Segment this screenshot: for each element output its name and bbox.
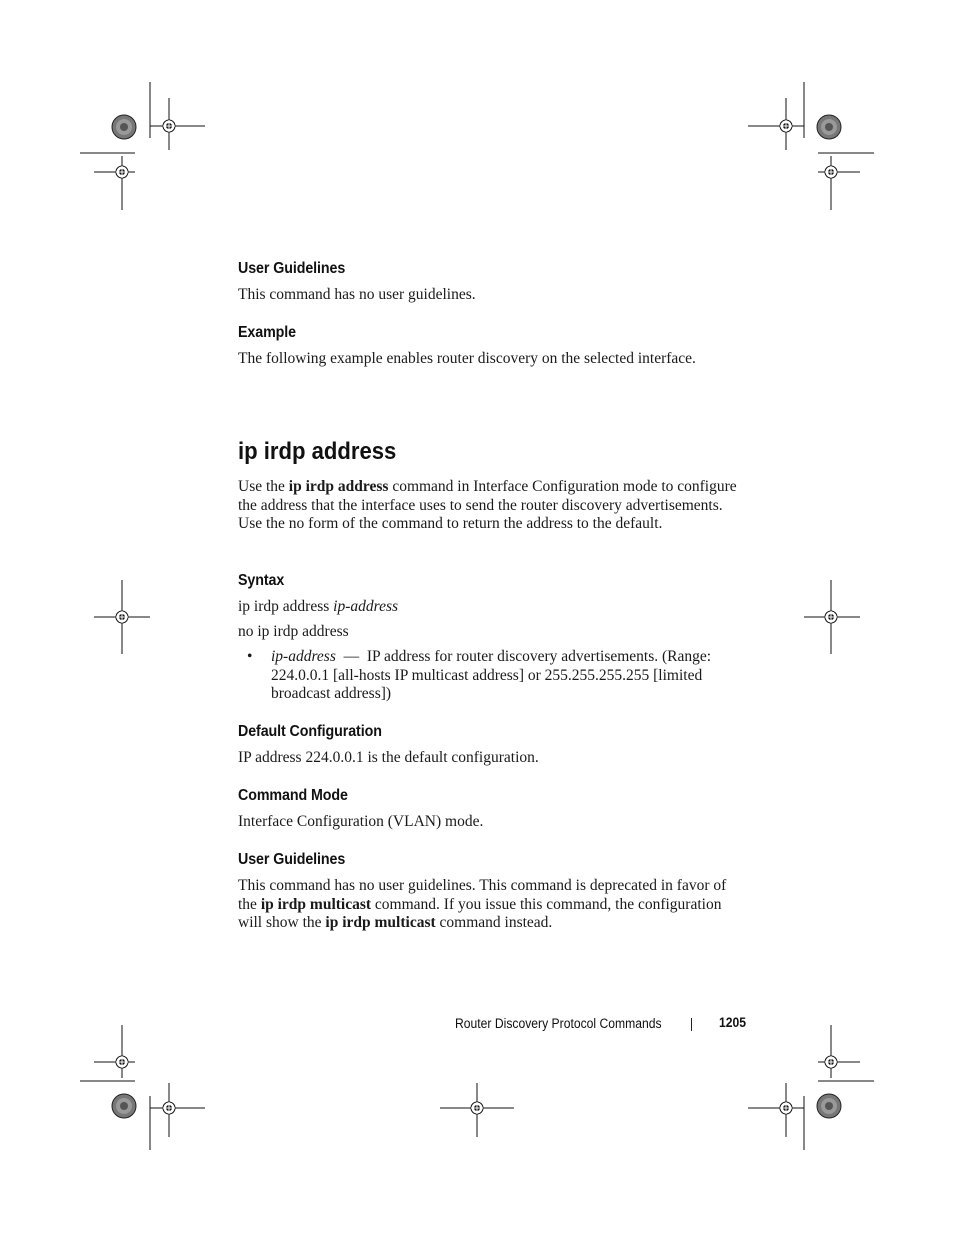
syntax-line-1 (238, 598, 738, 617)
crop-mark-bottom-center (440, 1083, 514, 1137)
guidelines-text-part-3: command instead. (435, 914, 553, 932)
parameter-text: IP address for router discovery advertisements. (Range: 224.0.0.1 [all-hosts IP multicast address] or 255.255.255.255 [limited broadcast address]) (271, 648, 712, 703)
default-configuration-text: IP address 224.0.0.1 is the default configuration. (238, 749, 539, 766)
syntax-command: ip irdp address (238, 598, 334, 615)
syntax-heading: Syntax (238, 572, 285, 589)
crop-mark-middle-right (804, 580, 860, 654)
user-guidelines-text-2 (238, 877, 738, 933)
syntax-line-2: no ip irdp address (238, 623, 349, 640)
footer-chapter-title: Router Discovery Protocol Commands (455, 1016, 662, 1031)
syntax-argument: ip-address (333, 598, 399, 615)
crop-mark-bottom-left (80, 1025, 205, 1150)
user-guidelines-text: This command has no user guidelines. (238, 286, 476, 303)
guidelines-text-part-2: command. If you issue this command, the configuration will show the (238, 895, 722, 932)
guidelines-command-2: ip irdp multicast (325, 914, 436, 932)
crop-mark-top-right (748, 82, 874, 210)
crop-mark-middle-left (94, 580, 150, 654)
user-guidelines-heading-2: User Guidelines (238, 851, 346, 868)
command-mode-text: Interface Configuration (VLAN) mode. (238, 813, 484, 830)
crop-mark-top-left (80, 82, 205, 210)
intro-paragraph (238, 478, 738, 534)
footer-divider (691, 1018, 692, 1031)
page-title: ip irdp address (238, 438, 397, 465)
command-mode-heading: Command Mode (238, 787, 348, 804)
intro-rest-text: command in Interface Configuration mode to configure the address that the interface uses to send the router discovery advertisements. Use the no form of the command to return the address to the default. (238, 478, 737, 533)
intro-lead-text: Use the (238, 478, 289, 495)
default-configuration-heading: Default Configuration (238, 723, 382, 740)
parameter-name: ip-address (271, 648, 336, 665)
intro-command-name: ip irdp address (288, 478, 389, 495)
guidelines-command-1: ip irdp multicast (260, 895, 372, 913)
page-number: 1205 (719, 1015, 747, 1030)
example-text: The following example enables router discovery on the selected interface. (238, 350, 696, 367)
guidelines-text-part-1: This command has no user guidelines. This command is deprecated in favor of the (238, 877, 727, 913)
user-guidelines-heading: User Guidelines (238, 260, 346, 277)
parameter-dash: — (343, 648, 360, 665)
bullet-symbol: • (247, 648, 253, 665)
parameter-description (271, 648, 726, 704)
example-heading: Example (238, 324, 297, 341)
crop-mark-bottom-right (748, 1025, 874, 1150)
